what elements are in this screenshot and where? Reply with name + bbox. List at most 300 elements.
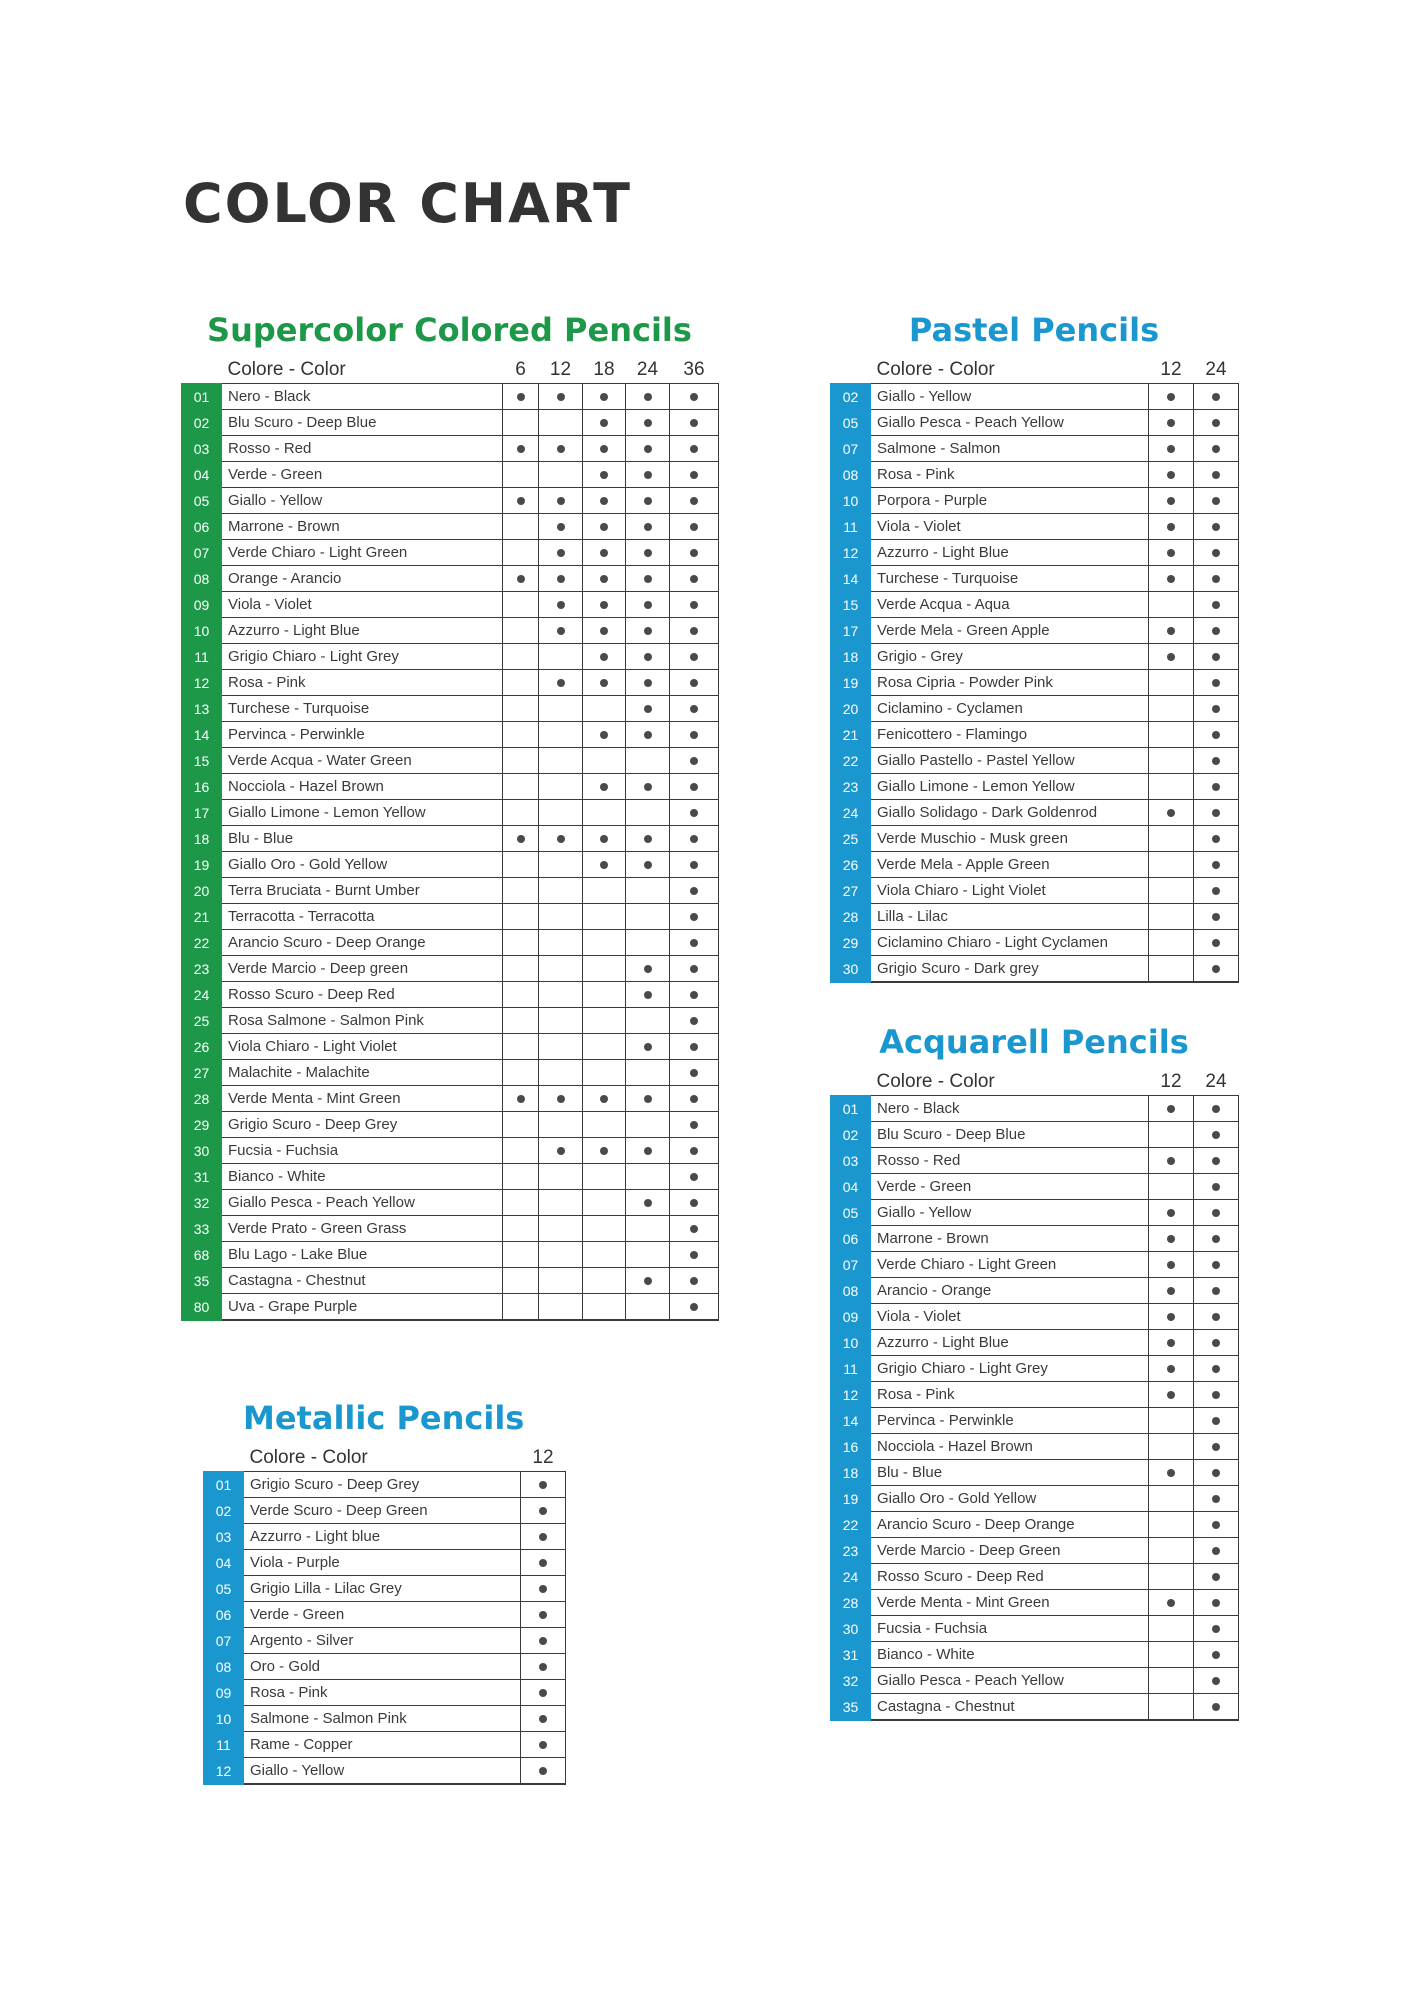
availability-cell <box>1149 1460 1194 1486</box>
availability-cell <box>583 384 626 410</box>
included-dot-icon <box>1212 445 1220 453</box>
included-dot-icon <box>1167 1105 1175 1113</box>
availability-cell <box>1149 1668 1194 1694</box>
included-dot-icon <box>1212 1521 1220 1529</box>
included-dot-icon <box>1167 1287 1175 1295</box>
availability-cell <box>583 748 626 774</box>
table-row <box>182 930 719 956</box>
availability-cell <box>539 982 583 1008</box>
pastel-table <box>830 350 1239 983</box>
included-dot-icon <box>517 835 525 843</box>
availability-cell <box>626 800 670 826</box>
table-row <box>204 1498 566 1524</box>
availability-cell <box>1149 1122 1194 1148</box>
color-code: 27 <box>831 878 871 904</box>
availability-cell <box>1149 696 1194 722</box>
availability-cell <box>1149 488 1194 514</box>
color-name: Fucsia - Fuchsia <box>222 1138 503 1164</box>
availability-cell <box>626 1294 670 1321</box>
included-dot-icon <box>690 887 698 895</box>
color-name-header: Colore - Color <box>876 1071 995 1092</box>
availability-cell <box>583 1242 626 1268</box>
color-name: Rosa - Pink <box>871 1382 1149 1408</box>
availability-cell <box>539 956 583 982</box>
availability-cell <box>1194 1382 1239 1408</box>
included-dot-icon <box>690 601 698 609</box>
included-dot-icon <box>1212 1313 1220 1321</box>
availability-cell <box>1149 1538 1194 1564</box>
included-dot-icon <box>1167 653 1175 661</box>
table-row <box>831 1590 1239 1616</box>
table-row <box>182 1242 719 1268</box>
availability-cell <box>626 488 670 514</box>
included-dot-icon <box>690 497 698 505</box>
table-row <box>831 1200 1239 1226</box>
section-title: Acquarell Pencils <box>879 1023 1189 1061</box>
availability-cell <box>521 1758 566 1785</box>
color-code: 28 <box>182 1086 222 1112</box>
color-code: 19 <box>831 1486 871 1512</box>
included-dot-icon <box>644 419 652 427</box>
included-dot-icon <box>644 1147 652 1155</box>
color-code: 68 <box>182 1242 222 1268</box>
availability-cell <box>583 696 626 722</box>
included-dot-icon <box>690 1277 698 1285</box>
color-name: Grigio Lilla - Lilac Grey <box>244 1576 521 1602</box>
availability-cell <box>539 1086 583 1112</box>
availability-cell <box>1194 1252 1239 1278</box>
availability-cell <box>539 1008 583 1034</box>
color-name: Nero - Black <box>222 384 503 410</box>
availability-cell <box>670 514 719 540</box>
availability-cell <box>1194 1434 1239 1460</box>
included-dot-icon <box>1212 1625 1220 1633</box>
availability-cell <box>670 878 719 904</box>
included-dot-icon <box>600 1095 608 1103</box>
availability-cell <box>670 644 719 670</box>
included-dot-icon <box>539 1611 547 1619</box>
included-dot-icon <box>517 575 525 583</box>
availability-cell <box>1194 618 1239 644</box>
included-dot-icon <box>1212 1157 1220 1165</box>
availability-cell <box>503 1034 539 1060</box>
table-row <box>831 878 1239 904</box>
table-row <box>831 748 1239 774</box>
color-name: Rosso - Red <box>871 1148 1149 1174</box>
color-name: Grigio Chiaro - Light Grey <box>871 1356 1149 1382</box>
table-row <box>182 566 719 592</box>
table-row <box>182 852 719 878</box>
color-name: Blu - Blue <box>222 826 503 852</box>
table-row <box>831 800 1239 826</box>
color-name: Viola Chiaro - Light Violet <box>222 1034 503 1060</box>
availability-cell <box>1149 1304 1194 1330</box>
table-row <box>182 1034 719 1060</box>
availability-cell <box>1149 774 1194 800</box>
availability-cell <box>670 410 719 436</box>
color-name: Giallo Pastello - Pastel Yellow <box>871 748 1149 774</box>
included-dot-icon <box>1212 471 1220 479</box>
color-name: Arancio Scuro - Deep Orange <box>871 1512 1149 1538</box>
included-dot-icon <box>644 445 652 453</box>
availability-cell <box>1194 696 1239 722</box>
included-dot-icon <box>557 575 565 583</box>
availability-cell <box>626 852 670 878</box>
color-name: Fucsia - Fuchsia <box>871 1616 1149 1642</box>
color-name: Viola Chiaro - Light Violet <box>871 878 1149 904</box>
color-code: 21 <box>182 904 222 930</box>
table-row <box>831 1356 1239 1382</box>
table-row <box>831 1148 1239 1174</box>
code-header <box>204 1438 244 1472</box>
availability-cell <box>1194 1174 1239 1200</box>
included-dot-icon <box>1212 939 1220 947</box>
included-dot-icon <box>690 1147 698 1155</box>
table-row <box>182 826 719 852</box>
included-dot-icon <box>644 523 652 531</box>
availability-cell <box>539 774 583 800</box>
color-name: Verde Marcio - Deep green <box>222 956 503 982</box>
pastel-section <box>830 310 1238 983</box>
table-row <box>182 800 719 826</box>
table-row <box>182 462 719 488</box>
color-code: 30 <box>831 956 871 983</box>
table-row <box>182 540 719 566</box>
color-code: 19 <box>831 670 871 696</box>
supercolor-section <box>181 310 718 1321</box>
included-dot-icon <box>1212 757 1220 765</box>
color-name: Verde Menta - Mint Green <box>222 1086 503 1112</box>
availability-cell <box>626 670 670 696</box>
table-row <box>831 566 1239 592</box>
color-code: 28 <box>831 904 871 930</box>
included-dot-icon <box>644 835 652 843</box>
availability-cell <box>626 774 670 800</box>
availability-cell <box>503 696 539 722</box>
availability-cell <box>583 1086 626 1112</box>
availability-cell <box>583 1268 626 1294</box>
color-code: 11 <box>831 514 871 540</box>
color-code: 04 <box>204 1550 244 1576</box>
availability-cell <box>503 956 539 982</box>
included-dot-icon <box>1212 601 1220 609</box>
availability-cell <box>539 540 583 566</box>
included-dot-icon <box>644 1043 652 1051</box>
table-header-row <box>831 1062 1239 1096</box>
color-code: 11 <box>182 644 222 670</box>
included-dot-icon <box>644 1199 652 1207</box>
color-name: Rosa Salmone - Salmon Pink <box>222 1008 503 1034</box>
availability-cell <box>503 904 539 930</box>
metallic-section <box>203 1398 565 1785</box>
availability-cell <box>521 1680 566 1706</box>
table-row <box>204 1706 566 1732</box>
availability-cell <box>1194 1668 1239 1694</box>
included-dot-icon <box>690 575 698 583</box>
included-dot-icon <box>1212 887 1220 895</box>
included-dot-icon <box>1167 419 1175 427</box>
availability-cell <box>670 1190 719 1216</box>
availability-cell <box>670 1268 719 1294</box>
availability-cell <box>626 618 670 644</box>
availability-cell <box>539 748 583 774</box>
table-row <box>831 1642 1239 1668</box>
included-dot-icon <box>557 523 565 531</box>
table-row <box>204 1680 566 1706</box>
table-row <box>831 1668 1239 1694</box>
availability-cell <box>670 670 719 696</box>
included-dot-icon <box>557 601 565 609</box>
included-dot-icon <box>539 1481 547 1489</box>
availability-cell <box>626 1242 670 1268</box>
availability-cell <box>626 1190 670 1216</box>
included-dot-icon <box>1167 393 1175 401</box>
metallic-table <box>203 1438 566 1785</box>
availability-cell <box>670 904 719 930</box>
availability-cell <box>521 1550 566 1576</box>
availability-cell <box>626 1216 670 1242</box>
included-dot-icon <box>517 1095 525 1103</box>
availability-cell <box>1149 436 1194 462</box>
color-code: 24 <box>831 800 871 826</box>
table-row <box>182 1060 719 1086</box>
availability-cell <box>503 1294 539 1321</box>
color-code: 28 <box>831 1590 871 1616</box>
availability-cell <box>1149 1382 1194 1408</box>
included-dot-icon <box>690 939 698 947</box>
availability-cell <box>583 722 626 748</box>
included-dot-icon <box>644 393 652 401</box>
availability-cell <box>1194 1304 1239 1330</box>
color-name: Giallo - Yellow <box>871 384 1149 410</box>
included-dot-icon <box>600 523 608 531</box>
included-dot-icon <box>1167 1157 1175 1165</box>
availability-cell <box>539 488 583 514</box>
included-dot-icon <box>1212 679 1220 687</box>
included-dot-icon <box>539 1689 547 1697</box>
included-dot-icon <box>600 419 608 427</box>
color-code: 12 <box>204 1758 244 1785</box>
color-name: Verde Mela - Green Apple <box>871 618 1149 644</box>
color-code: 29 <box>831 930 871 956</box>
color-name: Arancio Scuro - Deep Orange <box>222 930 503 956</box>
availability-cell <box>1149 462 1194 488</box>
availability-cell <box>1194 1616 1239 1642</box>
color-code: 10 <box>204 1706 244 1732</box>
table-row <box>182 722 719 748</box>
table-row <box>831 1616 1239 1642</box>
included-dot-icon <box>517 497 525 505</box>
included-dot-icon <box>690 809 698 817</box>
color-code: 23 <box>182 956 222 982</box>
availability-cell <box>626 410 670 436</box>
section-title: Metallic Pencils <box>243 1399 525 1437</box>
availability-cell <box>670 1060 719 1086</box>
color-name: Blu Scuro - Deep Blue <box>222 410 503 436</box>
availability-cell <box>539 514 583 540</box>
availability-cell <box>1149 514 1194 540</box>
availability-cell <box>1194 1460 1239 1486</box>
availability-cell <box>1149 1226 1194 1252</box>
color-code: 16 <box>831 1434 871 1460</box>
availability-cell <box>626 436 670 462</box>
availability-cell <box>1194 1564 1239 1590</box>
color-code: 08 <box>204 1654 244 1680</box>
color-name: Terracotta - Terracotta <box>222 904 503 930</box>
availability-cell <box>583 878 626 904</box>
availability-cell <box>539 1294 583 1321</box>
color-name: Giallo Solidago - Dark Goldenrod <box>871 800 1149 826</box>
table-row <box>182 592 719 618</box>
availability-cell <box>1149 1694 1194 1721</box>
table-row <box>831 1694 1239 1721</box>
included-dot-icon <box>690 1121 698 1129</box>
included-dot-icon <box>600 601 608 609</box>
table-row <box>204 1524 566 1550</box>
availability-cell <box>1149 748 1194 774</box>
availability-cell <box>539 826 583 852</box>
availability-cell <box>670 800 719 826</box>
color-name: Giallo Pesca - Peach Yellow <box>222 1190 503 1216</box>
availability-cell <box>1194 1408 1239 1434</box>
included-dot-icon <box>690 861 698 869</box>
color-code: 22 <box>831 748 871 774</box>
included-dot-icon <box>1167 549 1175 557</box>
color-code: 11 <box>204 1732 244 1758</box>
availability-cell <box>1149 904 1194 930</box>
color-name: Salmone - Salmon Pink <box>244 1706 521 1732</box>
availability-cell <box>539 930 583 956</box>
availability-cell <box>539 410 583 436</box>
included-dot-icon <box>557 497 565 505</box>
color-code: 09 <box>182 592 222 618</box>
included-dot-icon <box>1212 419 1220 427</box>
table-row <box>831 540 1239 566</box>
availability-cell <box>1149 1200 1194 1226</box>
availability-cell <box>1149 722 1194 748</box>
color-code: 05 <box>182 488 222 514</box>
included-dot-icon <box>644 705 652 713</box>
availability-cell <box>521 1472 566 1498</box>
availability-cell <box>539 800 583 826</box>
availability-cell <box>503 410 539 436</box>
availability-cell <box>583 956 626 982</box>
availability-cell <box>670 982 719 1008</box>
availability-cell <box>583 1034 626 1060</box>
color-code: 32 <box>831 1668 871 1694</box>
included-dot-icon <box>600 679 608 687</box>
availability-cell <box>626 696 670 722</box>
included-dot-icon <box>1212 523 1220 531</box>
included-dot-icon <box>1212 653 1220 661</box>
table-row <box>831 722 1239 748</box>
section-title: Pastel Pencils <box>908 311 1160 349</box>
color-code: 02 <box>182 410 222 436</box>
included-dot-icon <box>1212 1599 1220 1607</box>
included-dot-icon <box>1212 575 1220 583</box>
availability-cell <box>539 592 583 618</box>
availability-cell <box>1194 1642 1239 1668</box>
table-row <box>182 488 719 514</box>
availability-cell <box>539 1164 583 1190</box>
included-dot-icon <box>600 653 608 661</box>
table-row <box>831 1278 1239 1304</box>
color-code: 35 <box>831 1694 871 1721</box>
color-name: Giallo Limone - Lemon Yellow <box>222 800 503 826</box>
availability-cell <box>1194 1486 1239 1512</box>
availability-cell <box>1149 1642 1194 1668</box>
color-name: Verde Marcio - Deep Green <box>871 1538 1149 1564</box>
availability-cell <box>503 384 539 410</box>
color-name: Giallo Oro - Gold Yellow <box>222 852 503 878</box>
availability-cell <box>503 1060 539 1086</box>
availability-cell <box>583 670 626 696</box>
availability-cell <box>503 878 539 904</box>
availability-cell <box>1194 1096 1239 1122</box>
included-dot-icon <box>690 627 698 635</box>
availability-cell <box>1194 436 1239 462</box>
included-dot-icon <box>690 1225 698 1233</box>
color-name: Blu - Blue <box>871 1460 1149 1486</box>
availability-cell <box>503 592 539 618</box>
availability-cell <box>1149 1252 1194 1278</box>
availability-cell <box>539 618 583 644</box>
availability-cell <box>583 462 626 488</box>
included-dot-icon <box>557 1095 565 1103</box>
availability-cell <box>670 592 719 618</box>
availability-cell <box>503 800 539 826</box>
availability-cell <box>626 982 670 1008</box>
code-header <box>831 1062 871 1096</box>
color-code: 23 <box>831 1538 871 1564</box>
color-code: 20 <box>831 696 871 722</box>
availability-cell <box>1194 878 1239 904</box>
availability-cell <box>670 1138 719 1164</box>
included-dot-icon <box>1212 861 1220 869</box>
included-dot-icon <box>644 653 652 661</box>
color-code: 02 <box>204 1498 244 1524</box>
color-code: 09 <box>204 1680 244 1706</box>
color-code: 10 <box>831 488 871 514</box>
color-code: 27 <box>182 1060 222 1086</box>
availability-cell <box>670 748 719 774</box>
availability-cell <box>1149 1564 1194 1590</box>
code-header <box>182 350 222 384</box>
availability-cell <box>503 1216 539 1242</box>
availability-cell <box>503 566 539 592</box>
color-code: 05 <box>831 1200 871 1226</box>
availability-cell <box>521 1498 566 1524</box>
availability-cell <box>539 462 583 488</box>
availability-cell <box>503 618 539 644</box>
availability-cell <box>583 904 626 930</box>
availability-cell <box>1149 1408 1194 1434</box>
availability-cell <box>1149 618 1194 644</box>
availability-cell <box>626 462 670 488</box>
availability-cell <box>503 540 539 566</box>
availability-cell <box>1149 800 1194 826</box>
color-name: Viola - Purple <box>244 1550 521 1576</box>
color-name: Azzurro - Light Blue <box>222 618 503 644</box>
included-dot-icon <box>539 1767 547 1775</box>
availability-cell <box>539 1060 583 1086</box>
color-name: Nero - Black <box>871 1096 1149 1122</box>
color-code: 01 <box>182 384 222 410</box>
set-size-header: 24 <box>1205 359 1227 380</box>
color-name-header: Colore - Color <box>876 359 995 380</box>
availability-cell <box>539 566 583 592</box>
color-code: 03 <box>182 436 222 462</box>
